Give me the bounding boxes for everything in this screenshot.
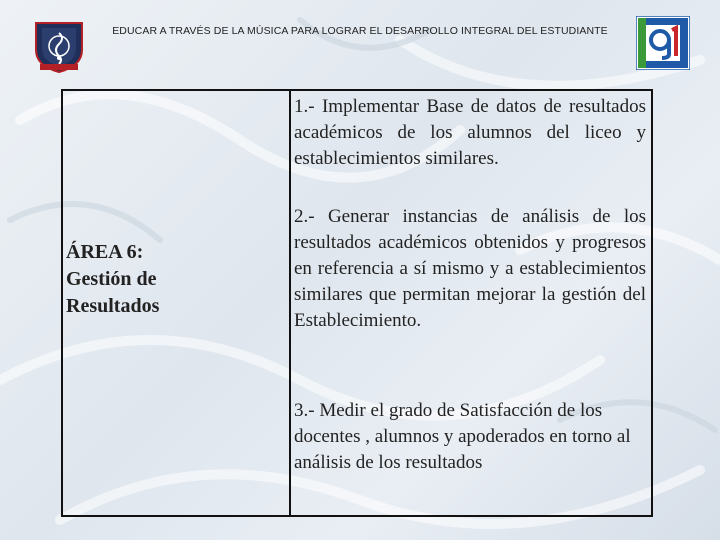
column-divider: [289, 91, 291, 515]
objective-item-2: 2.- Generar instancias de análisis de los resultados académicos obtenidos y progresos en referencia a sí mismo y a establecimientos similares que permitan mejorar la gestión del Establecimiento.: [294, 206, 646, 331]
content-table: [61, 89, 653, 517]
area-label-line3: Resultados: [66, 295, 160, 317]
quality-seal-icon: [636, 16, 690, 70]
area-label-line2: Gestión de: [66, 268, 157, 290]
objective-item-1: 1.- Implementar Base de datos de resultados académicos de los alumnos del liceo y establecimientos similares.: [294, 96, 646, 169]
area-label-line1: ÁREA 6:: [66, 241, 144, 263]
page-header-title: EDUCAR A TRAVÉS DE LA MÚSICA PARA LOGRAR EL DESARROLLO INTEGRAL DEL ESTUDIANTE: [112, 25, 608, 37]
area-label: [66, 239, 286, 320]
objective-item-3: 3.- Medir el grado de Satisfacción de los docentes , alumnos y apoderados en torno al análisis de los resultados: [294, 400, 631, 473]
